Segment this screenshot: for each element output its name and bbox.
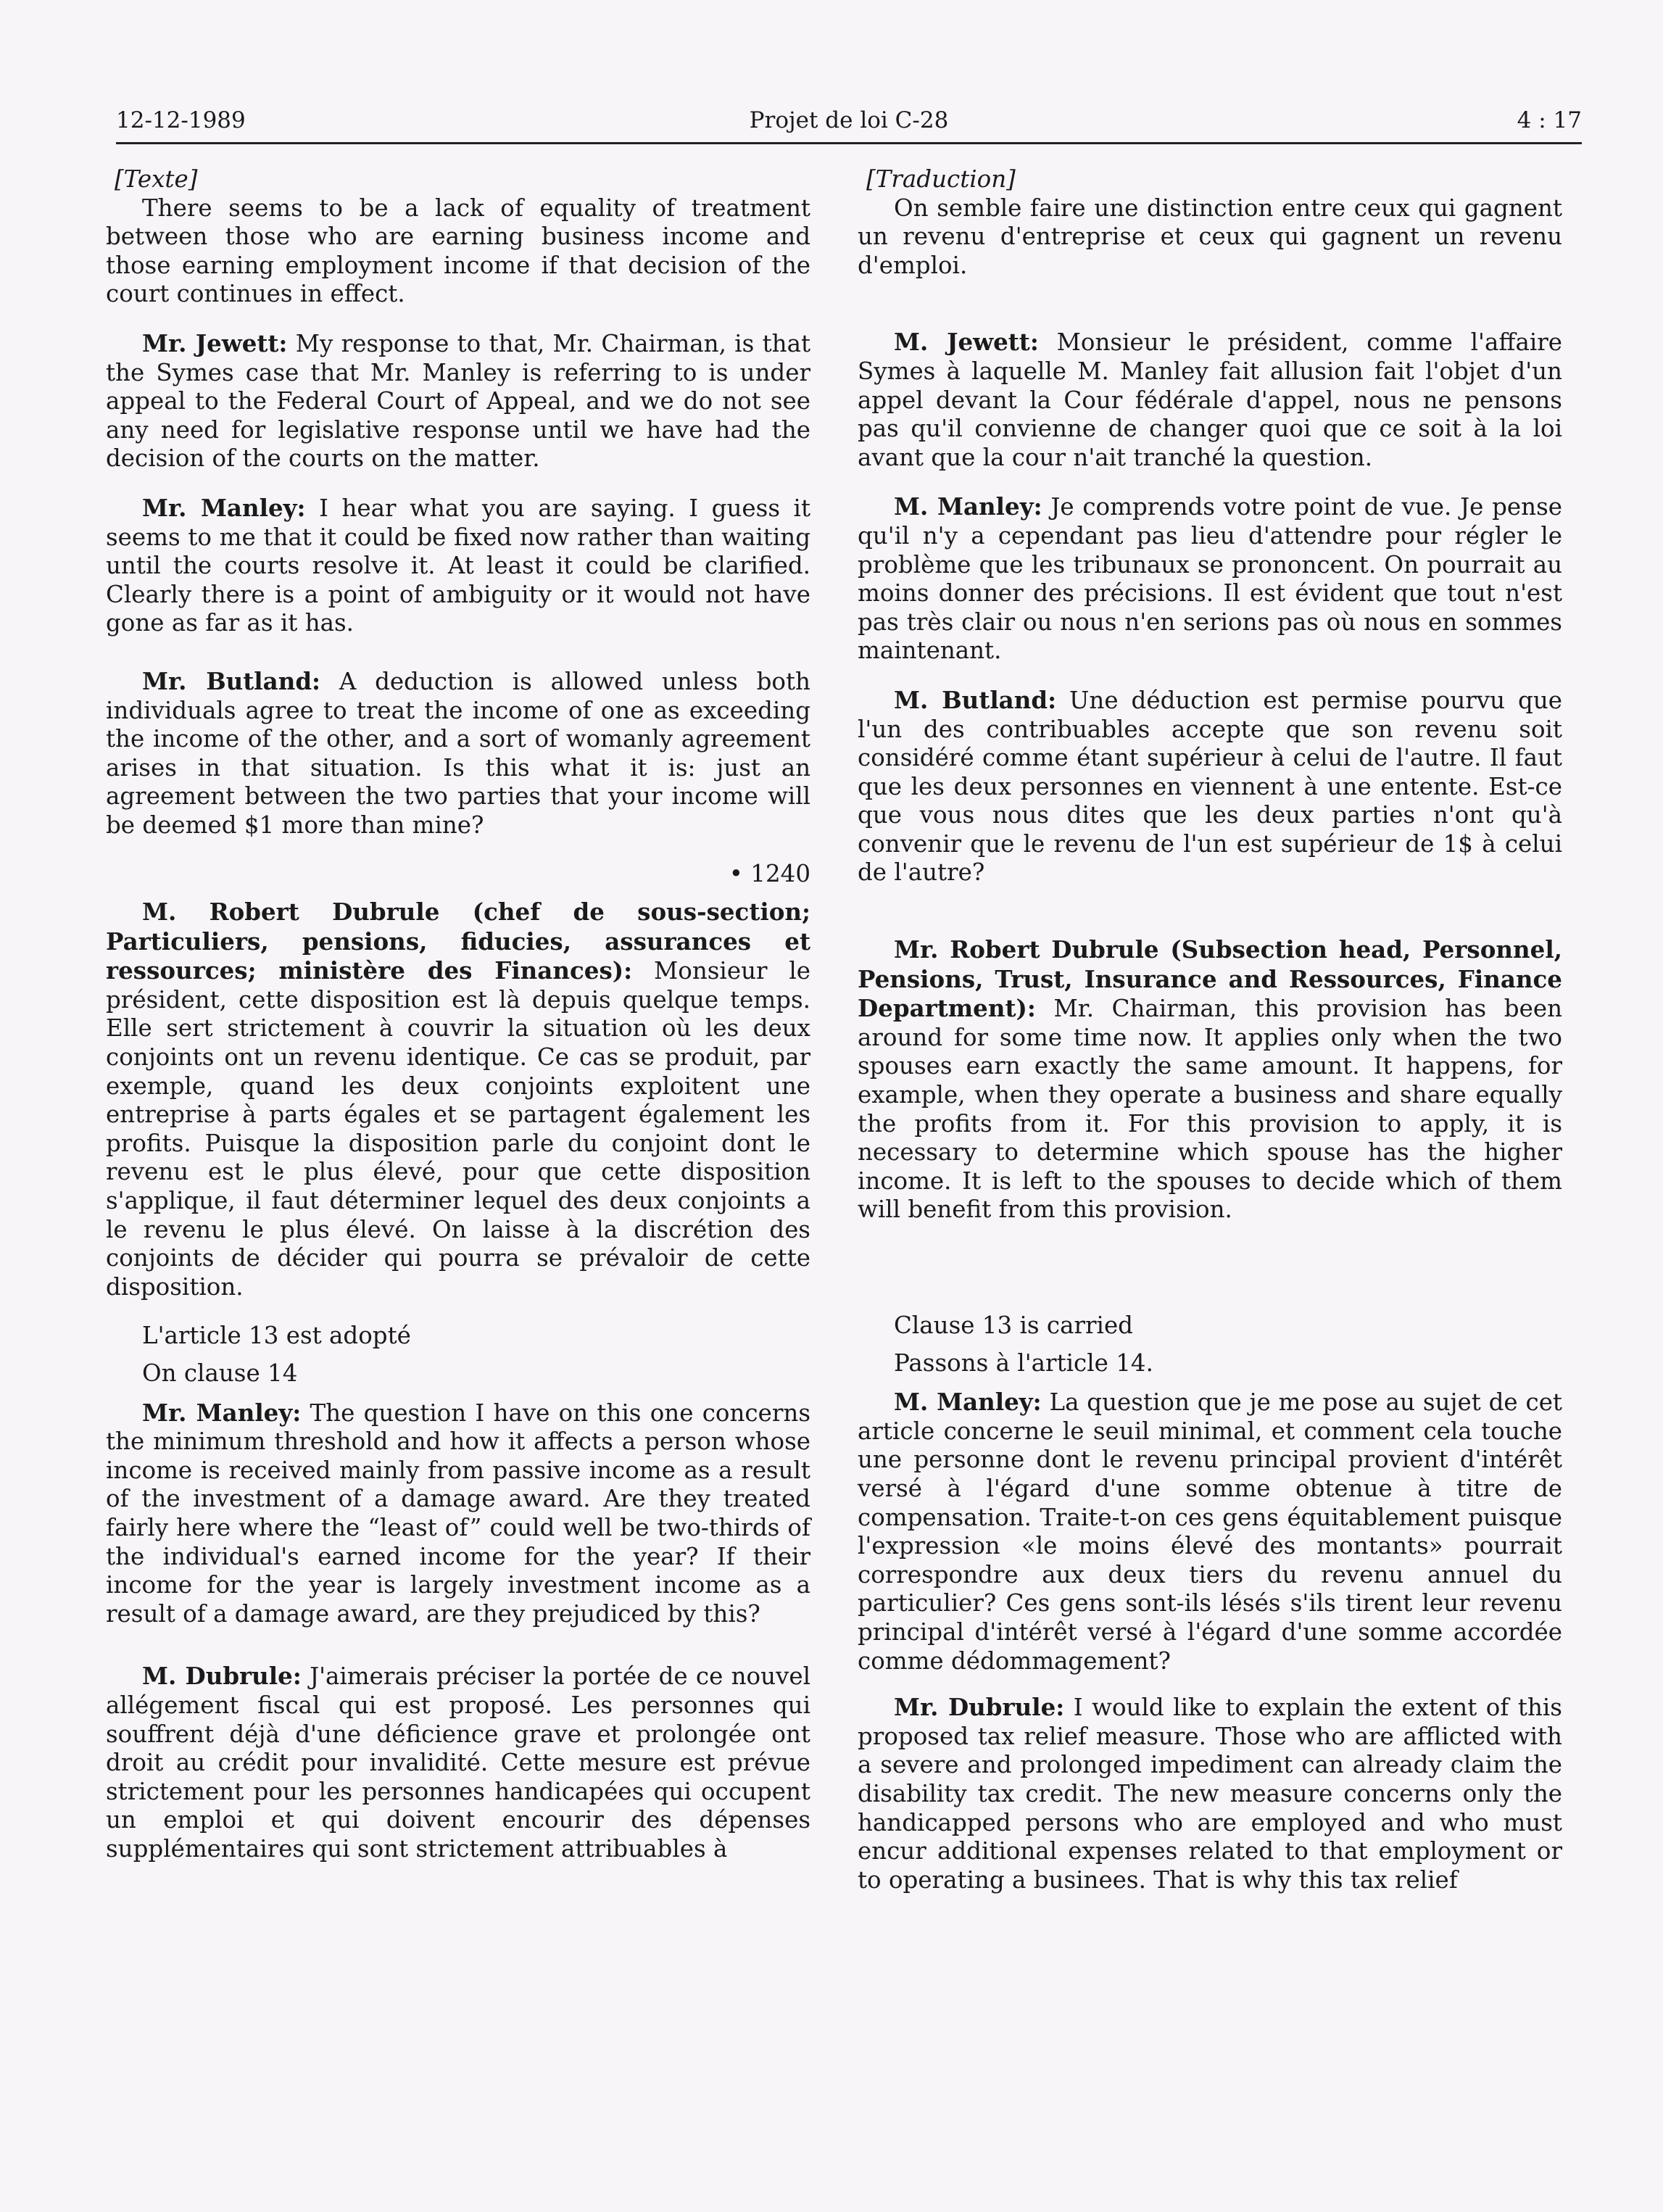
right-paragraph-5 — [858, 935, 1562, 1225]
header-date: 12-12-1989 — [116, 107, 246, 133]
speech-text: Mr. Chairman, this provision has been around for some time now. It applies only when the two spouses earn exactly the same amount. It happens, for example, when they operate a business and share equally the profits from it. For this provision to apply, it is necessary to determine which spouse has the higher income. It is left to the spouses to decide which of them will benefit from this provision. — [858, 995, 1562, 1224]
speaker-name: Mr. Manley: — [142, 1398, 302, 1427]
speech-text: The question I have on this one concerns the minimum threshold and how it affects a person whose income is received mainly from passive income as a result of the investment of a damage award. Are they treated fairly here where the “least of” could well be two-thirds of the individual's earned income for the year? If their income for the year is largely investment income as a result of a damage award, are they prejudiced by this? — [106, 1399, 810, 1628]
speaker-name: Mr. Dubrule: — [894, 1693, 1065, 1722]
left-paragraph-2 — [106, 329, 810, 473]
right-paragraph-6: Clause 13 is carried — [894, 1312, 1133, 1339]
right-paragraph-7: Passons à l'article 14. — [894, 1349, 1153, 1377]
speaker-name: Mr. Robert Dubrule (Subsection head, Personnel, Pensions, Trust, Insurance and Ressources, Finance Department): — [858, 935, 1562, 1023]
left-paragraph-4 — [106, 667, 810, 840]
speech-text: La question que je me pose au sujet de cet article concerne le seuil minimal, et comment cela touche une personne dont le revenu principal provient d'intérêt versé à l'égard d'une somme obtenue à titre de compensation. Traite-t-on ces gens équitablement puisque l'expression «le moins élevé des montants» pourrait correspondre aux deux tiers du revenu annuel du particulier? Ces gens sont-ils lésés s'ils tirent leur revenu principal d'intérêt versé à l'égard d'une somme accordée comme dédommagement? — [858, 1388, 1562, 1675]
speech-text: J'aimerais préciser la portée de ce nouvel allégement fiscal qui est proposé. Les personnes qui souffrent déjà d'une déficience grave et prolongée ont droit au crédit pour invalidité. Cette mesure est prévue strictement pour les personnes handicapées qui occupent un emploi et qui doivent encourir des dépenses supplémentaires qui sont strictement attribuables à — [106, 1662, 810, 1863]
speaker-name: Mr. Manley: — [142, 493, 306, 522]
right-paragraph-3 — [858, 492, 1562, 666]
left-paragraph-9 — [106, 1662, 810, 1863]
speaker-name: M. Manley: — [894, 1388, 1042, 1417]
right-label: [Traduction] — [866, 165, 1016, 193]
speaker-name: Mr. Butland: — [142, 666, 321, 695]
left-paragraph-1: There seems to be a lack of equality of treatment between those who are earning business income and those earning employment income if that decision of the court continues in effect. — [106, 194, 810, 308]
left-paragraph-6: L'article 13 est adopté — [142, 1322, 411, 1350]
speech-text: A deduction is allowed unless both individuals agree to treat the income of one as exceeding the income of the other, and a sort of womanly agreement arises in that situation. Is this what it is: just an agreement between the two parties that your income will be deemed $1 more than mine? — [106, 667, 810, 839]
speech-text: Monsieur le président, cette disposition est là depuis quelque temps. Elle sert strictement à couvrir la situation où les deux conjoints ont un revenu identique. Ce cas se produit, par exemple, quand les deux conjoints exploitent une entreprise à parts égales et se partagent également les profits. Puisque la disposition parle du conjoint dont le revenu est le plus élevé, pour que cette disposition s'applique, il faut déterminer lequel des deux conjoints a le revenu le plus élevé. On laisse à la discrétion des conjoints de décider qui pourra se prévaloir de cette disposition. — [106, 957, 810, 1301]
left-paragraph-3 — [106, 494, 810, 638]
timestamp: • 1240 — [729, 860, 810, 888]
right-paragraph-1: On semble faire une distinction entre ceux qui gagnent un revenu d'entreprise et ceux qui gagnent un revenu d'emploi. — [858, 194, 1562, 279]
left-paragraph-5 — [106, 898, 810, 1301]
speech-text: Je comprends votre point de vue. Je pense qu'il n'y a cependant pas lieu d'attendre pour régler le problème que les tribunaux se prononcent. On pourrait au moins donner des précisions. Il est évident que tout n'est pas très clair ou nous n'en serions pas où nous en sommes maintenant. — [858, 493, 1562, 665]
right-paragraph-8 — [858, 1388, 1562, 1675]
right-paragraph-4 — [858, 686, 1562, 887]
speaker-name: M. Butland: — [894, 685, 1057, 714]
speech-text: I would like to explain the extent of this proposed tax relief measure. Those who are afflicted with a severe and prolonged impediment can already claim the disability tax credit. The new measure concerns only the handicapped persons who are employed and who must encur additional expenses related to that employment or to operating a businees. That is why this tax relief — [858, 1694, 1562, 1894]
speech-text: Monsieur le président, comme l'affaire Symes à laquelle M. Manley fait allusion fait l'objet d'un appel devant la Cour fédérale d'appel, nous ne pensons pas qu'il convienne de changer quoi que ce soit à la loi avant que la cour n'ait tranché la question. — [858, 328, 1562, 471]
speaker-name: M. Jewett: — [894, 328, 1039, 357]
left-column — [106, 165, 810, 1863]
header-title: Projet de loi C-28 — [749, 107, 949, 133]
left-label: [Texte] — [115, 165, 198, 193]
left-paragraph-8 — [106, 1399, 810, 1629]
right-column — [858, 165, 1562, 1894]
left-paragraph-7: On clause 14 — [142, 1359, 298, 1387]
speaker-name: M. Manley: — [894, 492, 1042, 521]
page-header — [116, 102, 1582, 144]
speaker-name: M. Dubrule: — [142, 1662, 302, 1691]
speech-text: My response to that, Mr. Chairman, is that the Symes case that Mr. Manley is referring to is under appeal to the Federal Court of Appeal, and we do not see any need for legislative response until we have had the decision of the courts on the matter. — [106, 329, 811, 473]
right-paragraph-9 — [858, 1693, 1562, 1894]
right-paragraph-2 — [858, 328, 1562, 472]
speech-text: Une déduction est permise pourvu que l'un des contribuables accepte que son revenu soit considéré comme étant supérieur à celui de l'autre. Il faut que les deux personnes en viennent à une entente. Est-ce que vous nous dites que les deux parties n'ont qu'à convenir que le revenu de l'un est supérieur de 1$ à celui de l'autre? — [858, 686, 1562, 887]
speaker-name: M. Robert Dubrule (chef de sous-section; Particuliers, pensions, fiducies, assurances et ressources; ministère des Finances): — [106, 898, 810, 985]
speaker-name: Mr. Jewett: — [142, 328, 288, 357]
header-page-number: 4 : 17 — [1517, 107, 1582, 133]
speech-text: I hear what you are saying. I guess it seems to me that it could be fixed now rather than waiting until the courts resolve it. At least it could be clarified. Clearly there is a point of ambiguity or it would not have gone as far as it has. — [106, 494, 811, 637]
